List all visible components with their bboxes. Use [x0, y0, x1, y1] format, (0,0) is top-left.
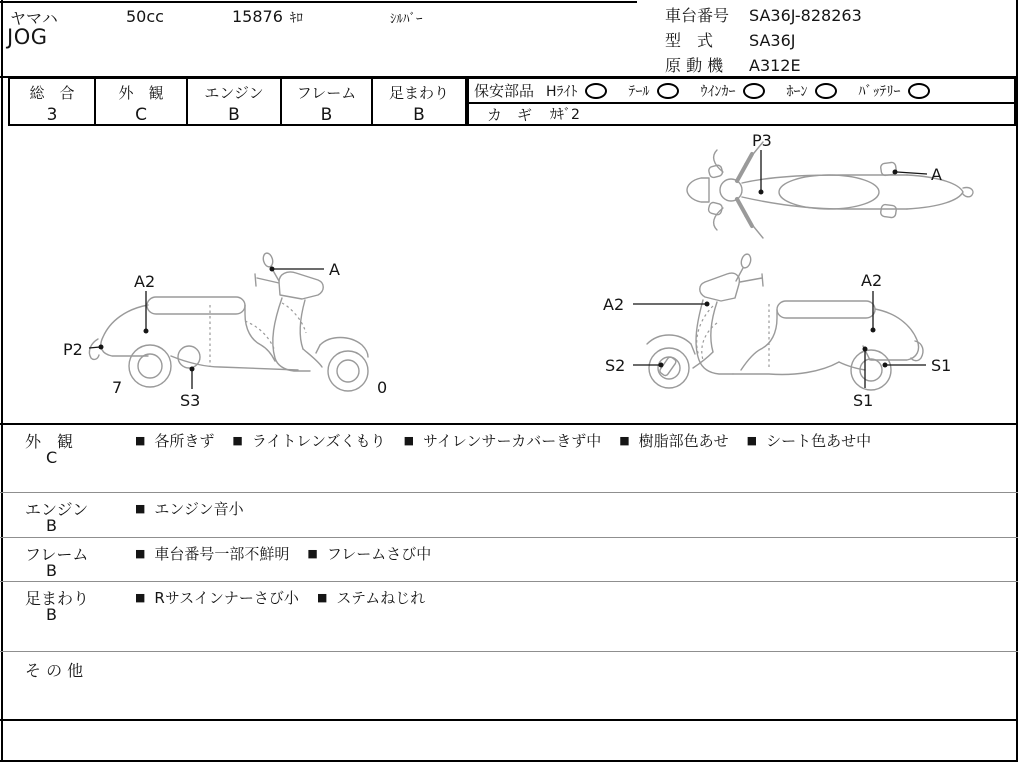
safety-parts-title: 保安部品 [474, 82, 535, 100]
label-s1-right: S1 [931, 356, 952, 375]
section-grade: B [46, 561, 57, 580]
condition-item-text: 樹脂部色あせ [638, 431, 729, 450]
label-p3-top: P3 [752, 131, 772, 150]
section-label: フレーム [25, 545, 89, 564]
rating-cell-4 [373, 77, 467, 126]
condition-item [747, 430, 871, 451]
a2-rear-dot [871, 328, 876, 333]
square-bullet-icon: ■ [135, 590, 146, 604]
other-bottom-rule [0, 719, 1018, 721]
label-a2-rear: A2 [861, 271, 883, 290]
rating-label: 総 合 [29, 84, 75, 102]
rating-label: フレーム [296, 84, 357, 102]
section-label: 足まわり [25, 589, 90, 608]
condition-item-text: フレームさび中 [326, 544, 432, 563]
section-frame [0, 537, 1018, 581]
scooter-left-view-art [89, 252, 368, 391]
condition-item-text: ステムねじれ [336, 588, 426, 607]
label-a2-left-view: A2 [134, 272, 156, 291]
label-s1-bottom: S1 [853, 391, 874, 410]
condition-item-text: シート色あせ中 [766, 431, 872, 450]
status-circle-icon [743, 83, 765, 99]
square-bullet-icon: ■ [135, 501, 146, 515]
condition-item [135, 587, 299, 608]
condition-item-text: 各所きず [154, 431, 215, 450]
top-border [0, 1, 637, 3]
section-label: 外 観 [25, 432, 74, 451]
label-s2: S2 [605, 356, 626, 375]
s2-dot [659, 363, 664, 368]
rating-label: エンジン [204, 84, 264, 102]
safety-item [629, 81, 679, 101]
key-value: ｶｷﾞ2 [550, 107, 580, 123]
chassis-no-value: SA36J-828263 [749, 6, 862, 25]
p3-dot [759, 190, 764, 195]
front-panel-number: 0 [377, 378, 388, 397]
square-bullet-icon: ■ [232, 433, 243, 447]
a2-dot [144, 329, 149, 334]
status-circle-icon [815, 83, 837, 99]
rear-panel-number: 7 [112, 378, 123, 397]
scooter-right-view-seams [697, 304, 769, 370]
section-label: そ の 他 [25, 661, 84, 680]
p2-dot [99, 345, 104, 350]
condition-item [404, 430, 602, 451]
safety-parts-box [467, 77, 1016, 126]
rating-grade: B [228, 105, 240, 125]
section-other [0, 651, 1018, 719]
vehicle-info-block [665, 3, 862, 78]
scooter-right-view-diagram [593, 248, 965, 410]
body-color: ｼﾙﾊﾞｰ [390, 12, 423, 27]
status-circle-icon [908, 83, 930, 99]
rating-grade: B [413, 105, 425, 125]
section-items-undercarriage [135, 586, 425, 608]
section-items-appearance [135, 429, 871, 451]
label-a2-front: A2 [603, 295, 625, 314]
square-bullet-icon: ■ [619, 433, 630, 447]
condition-item-text: サイレンサーカバーきず中 [422, 431, 602, 450]
engine-code-label: 原 動 機 [665, 56, 724, 75]
safety-item [546, 81, 607, 101]
square-bullet-icon: ■ [135, 546, 146, 560]
engine-code-value: A312E [749, 56, 801, 75]
condition-item [317, 587, 425, 608]
status-circle-icon [657, 83, 679, 99]
safety-item-label: ﾊﾞｯﾃﾘｰ [858, 83, 901, 100]
section-label: エンジン [25, 500, 89, 519]
safety-item [701, 81, 765, 101]
condition-item-text: ライトレンズくもり [251, 431, 386, 450]
label-a-left-view: A [329, 260, 340, 279]
scooter-left-view-seams [210, 303, 306, 367]
model-code-value: SA36J [749, 31, 796, 50]
square-bullet-icon: ■ [403, 433, 414, 447]
model-name: JOG [7, 25, 48, 49]
scooter-top-view-art [687, 142, 973, 238]
s3-dot [190, 367, 195, 372]
rating-grade: 3 [46, 105, 58, 125]
section-grade: B [46, 516, 57, 535]
rating-cell-1 [96, 77, 188, 126]
a2-front-dot [705, 302, 710, 307]
s1-bottom-dot [863, 347, 868, 352]
scooter-left-view-diagram [58, 243, 406, 413]
safety-item-label: ﾃｰﾙ [628, 83, 650, 100]
scooter-top-view-diagram [683, 130, 1023, 250]
s1-right-dot [883, 363, 888, 368]
mileage-value: 15876 [232, 7, 283, 26]
a-dot [270, 267, 275, 272]
rating-label: 足まわり [388, 84, 449, 102]
section-items-frame [135, 542, 431, 564]
rating-cell-2 [188, 77, 282, 126]
section-items-engine [135, 497, 244, 519]
safety-items [546, 81, 930, 101]
rating-label: 外 観 [118, 84, 164, 102]
safety-item [859, 81, 930, 101]
section-engine [0, 492, 1018, 537]
condition-item-text: Rサスインナーさび小 [154, 588, 299, 607]
square-bullet-icon: ■ [746, 433, 758, 447]
section-undercarriage [0, 581, 1018, 651]
rating-grade: B [320, 105, 333, 125]
condition-item [619, 430, 728, 451]
key-label: カ ギ [487, 105, 533, 124]
square-bullet-icon: ■ [307, 546, 318, 560]
safety-item [787, 81, 837, 101]
a-dot [893, 170, 898, 175]
rating-grade: C [135, 105, 147, 125]
condition-item [135, 498, 244, 519]
key-row [469, 104, 1014, 124]
model-code-row [665, 28, 862, 53]
label-s3: S3 [180, 391, 201, 410]
ratings-table [8, 77, 467, 126]
safety-item-label: ｳｲﾝｶｰ [700, 83, 736, 100]
condition-item [307, 543, 431, 564]
section-appearance [0, 424, 1018, 492]
square-bullet-icon: ■ [316, 590, 328, 604]
safety-parts-row [469, 79, 1014, 104]
maker-name: ヤマハ [10, 9, 58, 28]
model-code-label: 型 式 [665, 31, 714, 50]
condition-item-text: 車台番号一部不鮮明 [154, 544, 290, 563]
chassis-no-label: 車台番号 [665, 6, 730, 25]
condition-item [232, 430, 385, 451]
engine-code-row [665, 53, 862, 78]
safety-item-label: ﾎｰﾝ [786, 83, 808, 100]
safety-item-label: Hﾗｲﾄ [546, 83, 578, 100]
rating-cell-3 [282, 77, 373, 126]
square-bullet-icon: ■ [135, 433, 146, 447]
mileage [232, 7, 303, 26]
displacement: 50cc [126, 7, 164, 26]
condition-item-text: エンジン音小 [154, 499, 244, 518]
label-a-top: A [931, 165, 942, 184]
bottom-border [0, 760, 1018, 762]
condition-item [135, 543, 289, 564]
rating-cell-0 [8, 77, 96, 126]
section-grade: B [46, 605, 57, 624]
label-p2: P2 [63, 340, 83, 359]
status-circle-icon [585, 83, 607, 99]
condition-item [135, 430, 214, 451]
a-leader-line [897, 172, 927, 174]
section-grade: C [46, 448, 58, 467]
chassis-no-row [665, 3, 862, 28]
mileage-unit: ｷﾛ [289, 11, 303, 26]
